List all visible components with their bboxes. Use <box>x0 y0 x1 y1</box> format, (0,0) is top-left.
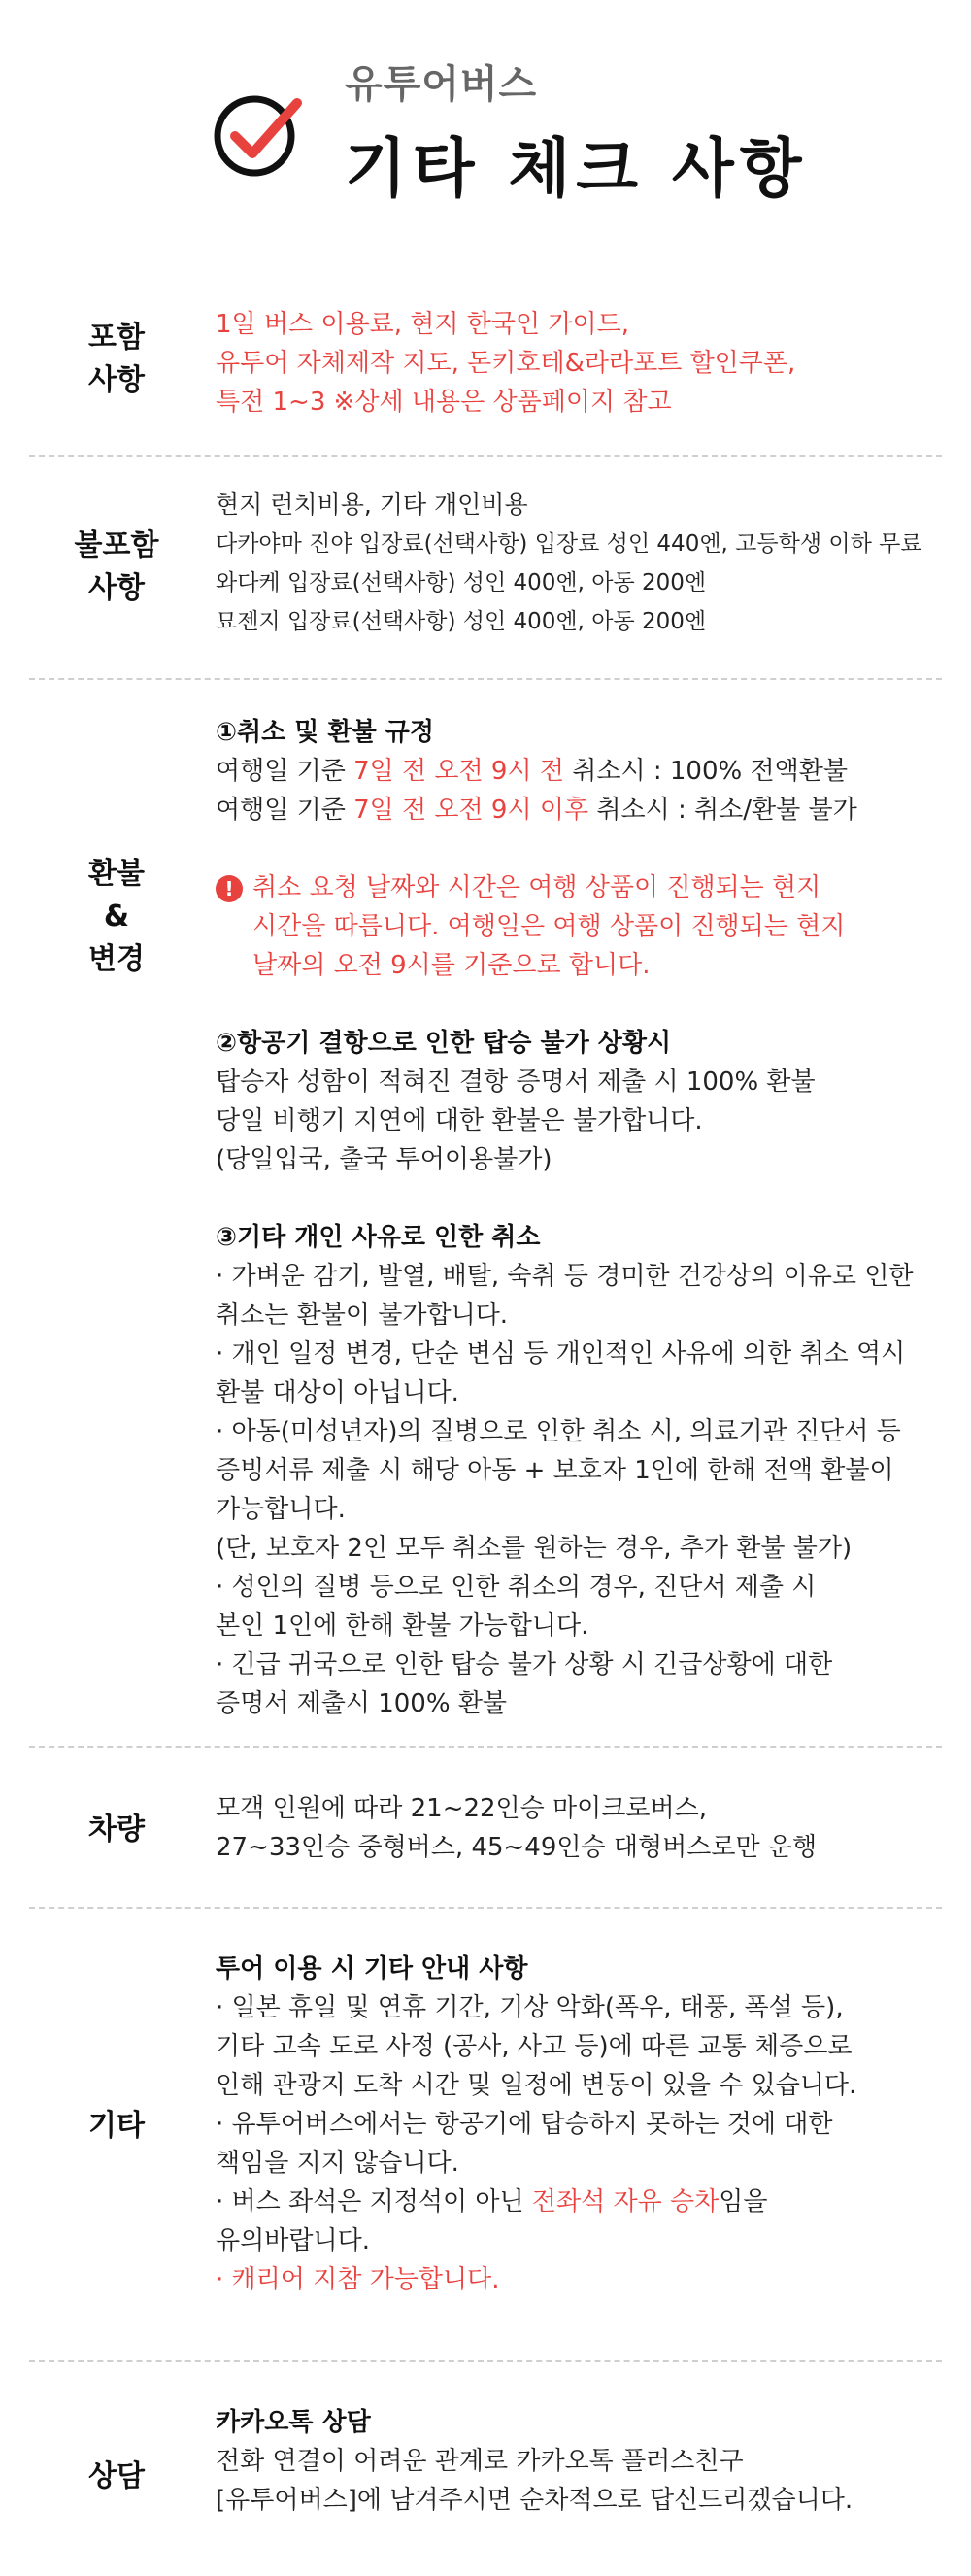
brand-name: 유투어버스 <box>345 62 538 107</box>
etc-carrier: · 캐리어 지참 가능합니다. <box>216 2265 500 2294</box>
refund-content: ①취소 및 환불 규정 여행일 기준 7일 전 오전 9시 전 취소시 : 100% 전액환불 여행일 기준 7일 전 오전 9시 이후 취소시 : 취소/환불 불가 ! 취소 요청 날짜와 시간은 여행 상품이 진행되는 현지 시간을 따릅니다. 여행일은 여행 상품이 진행되는 현지 날짜의 오전 9시를 기준으로 합니다. ②항공기 결항으로 인한 탑승 불가 상황시 탑승자 성함이 적혀진 결항 증명서 제출 시 100% 환불 당일 비행기 지연에 대한 환불은 불가합니다. (당일입국, 출국 투어이용불가) ③기타 개인 사유로 인한 취소 · 가벼운 감기, 발열, 배탈, 숙취 등 경미한 건강상의 이유로 인한 취소는 환불이 불가합니다. · 개인 일정 변경, 단순 변심 등 개인적인 사유에 의한 취소 역시 환불 대상이 아닙니다. · 아동(미성년자)의 질병으로 인한 취소 시, 의료기관 진단서 등 증빙서류 제출 시 해당 아동 + 보호자 1인에 한해 전액 환불이 가능합니다. (단, 보호자 2인 모두 취소를 원하는 경우, 추가 환불 불가) · 성인의 질병 등으로 인한 취소의 경우, 진단서 제출 시 본인 1인에 한해 환불 가능합니다. · 긴급 귀국으로 인한 탑승 불가 상황 시 긴급상황에 대한 증명서 제출시 100% 환불 <box>216 713 934 1723</box>
refund-rule2-title: ②항공기 결항으로 인한 탑승 불가 상황시 <box>216 1029 672 1058</box>
refund-rule1-b: 여행일 기준 7일 전 오전 9시 이후 취소시 : 취소/환불 불가 <box>216 796 857 825</box>
refund-rule1-a: 여행일 기준 7일 전 오전 9시 전 취소시 : 100% 전액환불 <box>216 757 848 786</box>
exclude-line: 다카야마 진야 입장료(선택사항) 입장료 성인 440엔, 고등학생 이하 무료 <box>216 531 922 557</box>
refund-rule1-title: ①취소 및 환불 규정 <box>216 718 434 747</box>
exclamation-icon: ! <box>216 875 243 902</box>
exclude-label: 불포함 사항 <box>74 528 159 605</box>
consult-content: 카카오톡 상담 전화 연결이 어려운 관계로 카카오톡 플러스친구 [유투어버스]에 남겨주시면 순차적으로 답신드리겠습니다. <box>216 2403 934 2520</box>
etc-seat-line: · 버스 좌석은 지정석이 아닌 전좌석 자유 승차임을 <box>216 2187 768 2217</box>
include-line: 1일 버스 이용료, 현지 한국인 가이드, <box>216 310 630 339</box>
refund-rule3-title: ③기타 개인 사유로 인한 취소 <box>216 1223 541 1252</box>
include-line: 특전 1~3 ※상세 내용은 상품페이지 참고 <box>216 388 672 417</box>
etc-title: 투어 이용 시 기타 안내 사항 <box>216 1954 528 1983</box>
refund-label: 환불 & 변경 <box>88 857 145 976</box>
vehicle-label: 차량 <box>88 1813 145 1847</box>
exclude-content <box>216 486 934 641</box>
page-title: 기타 체크 사항 <box>345 131 808 206</box>
exclude-line: 묘젠지 입장료(선택사항) 성인 400엔, 아동 200엔 <box>216 609 707 634</box>
vehicle-content: 모객 인원에 따라 21~22인승 마이크로버스, 27~33인승 중형버스, 45~49인승 대형버스로만 운행 <box>216 1794 818 1862</box>
divider <box>29 2360 942 2362</box>
divider <box>29 455 942 457</box>
consult-label: 상담 <box>88 2459 145 2493</box>
include-content <box>216 305 934 422</box>
exclude-line: 현지 런치비용, 기타 개인비용 <box>216 491 528 519</box>
refund-warning: ! 취소 요청 날짜와 시간은 여행 상품이 진행되는 현지 시간을 따릅니다. 여행일은 여행 상품이 진행되는 현지 날짜의 오전 9시를 기준으로 합니다. <box>216 868 934 985</box>
consult-title: 카카오톡 상담 <box>216 2408 371 2437</box>
include-label: 포함 사항 <box>88 321 145 397</box>
etc-label: 기타 <box>88 2109 145 2143</box>
divider <box>29 678 942 680</box>
exclude-line: 와다케 입장료(선택사항) 성인 400엔, 아동 200엔 <box>216 570 707 595</box>
divider <box>29 1746 942 1748</box>
divider <box>29 1907 942 1909</box>
header <box>0 0 971 253</box>
check-circle-icon <box>212 85 305 179</box>
include-line: 유투어 자체제작 지도, 돈키호테&라라포트 할인쿠폰, <box>216 349 796 378</box>
etc-content: 투어 이용 시 기타 안내 사항 · 일본 휴일 및 연휴 기간, 기상 악화(폭우, 태풍, 폭설 등), 기타 고속 도로 사정 (공사, 사고 등)에 따른 교통 체증으로 인해 관광지 도착 시간 및 일정에 변동이 있을 수 있습니다. · 유투어버스에서는 항공기에 탑승하지 못하는 것에 대한 책임을 지지 않습니다. · 버스 좌석은 지정석이 아닌 전좌석 자유 승차임을 유의바랍니다. · 캐리어 지참 가능합니다. <box>216 1949 934 2299</box>
